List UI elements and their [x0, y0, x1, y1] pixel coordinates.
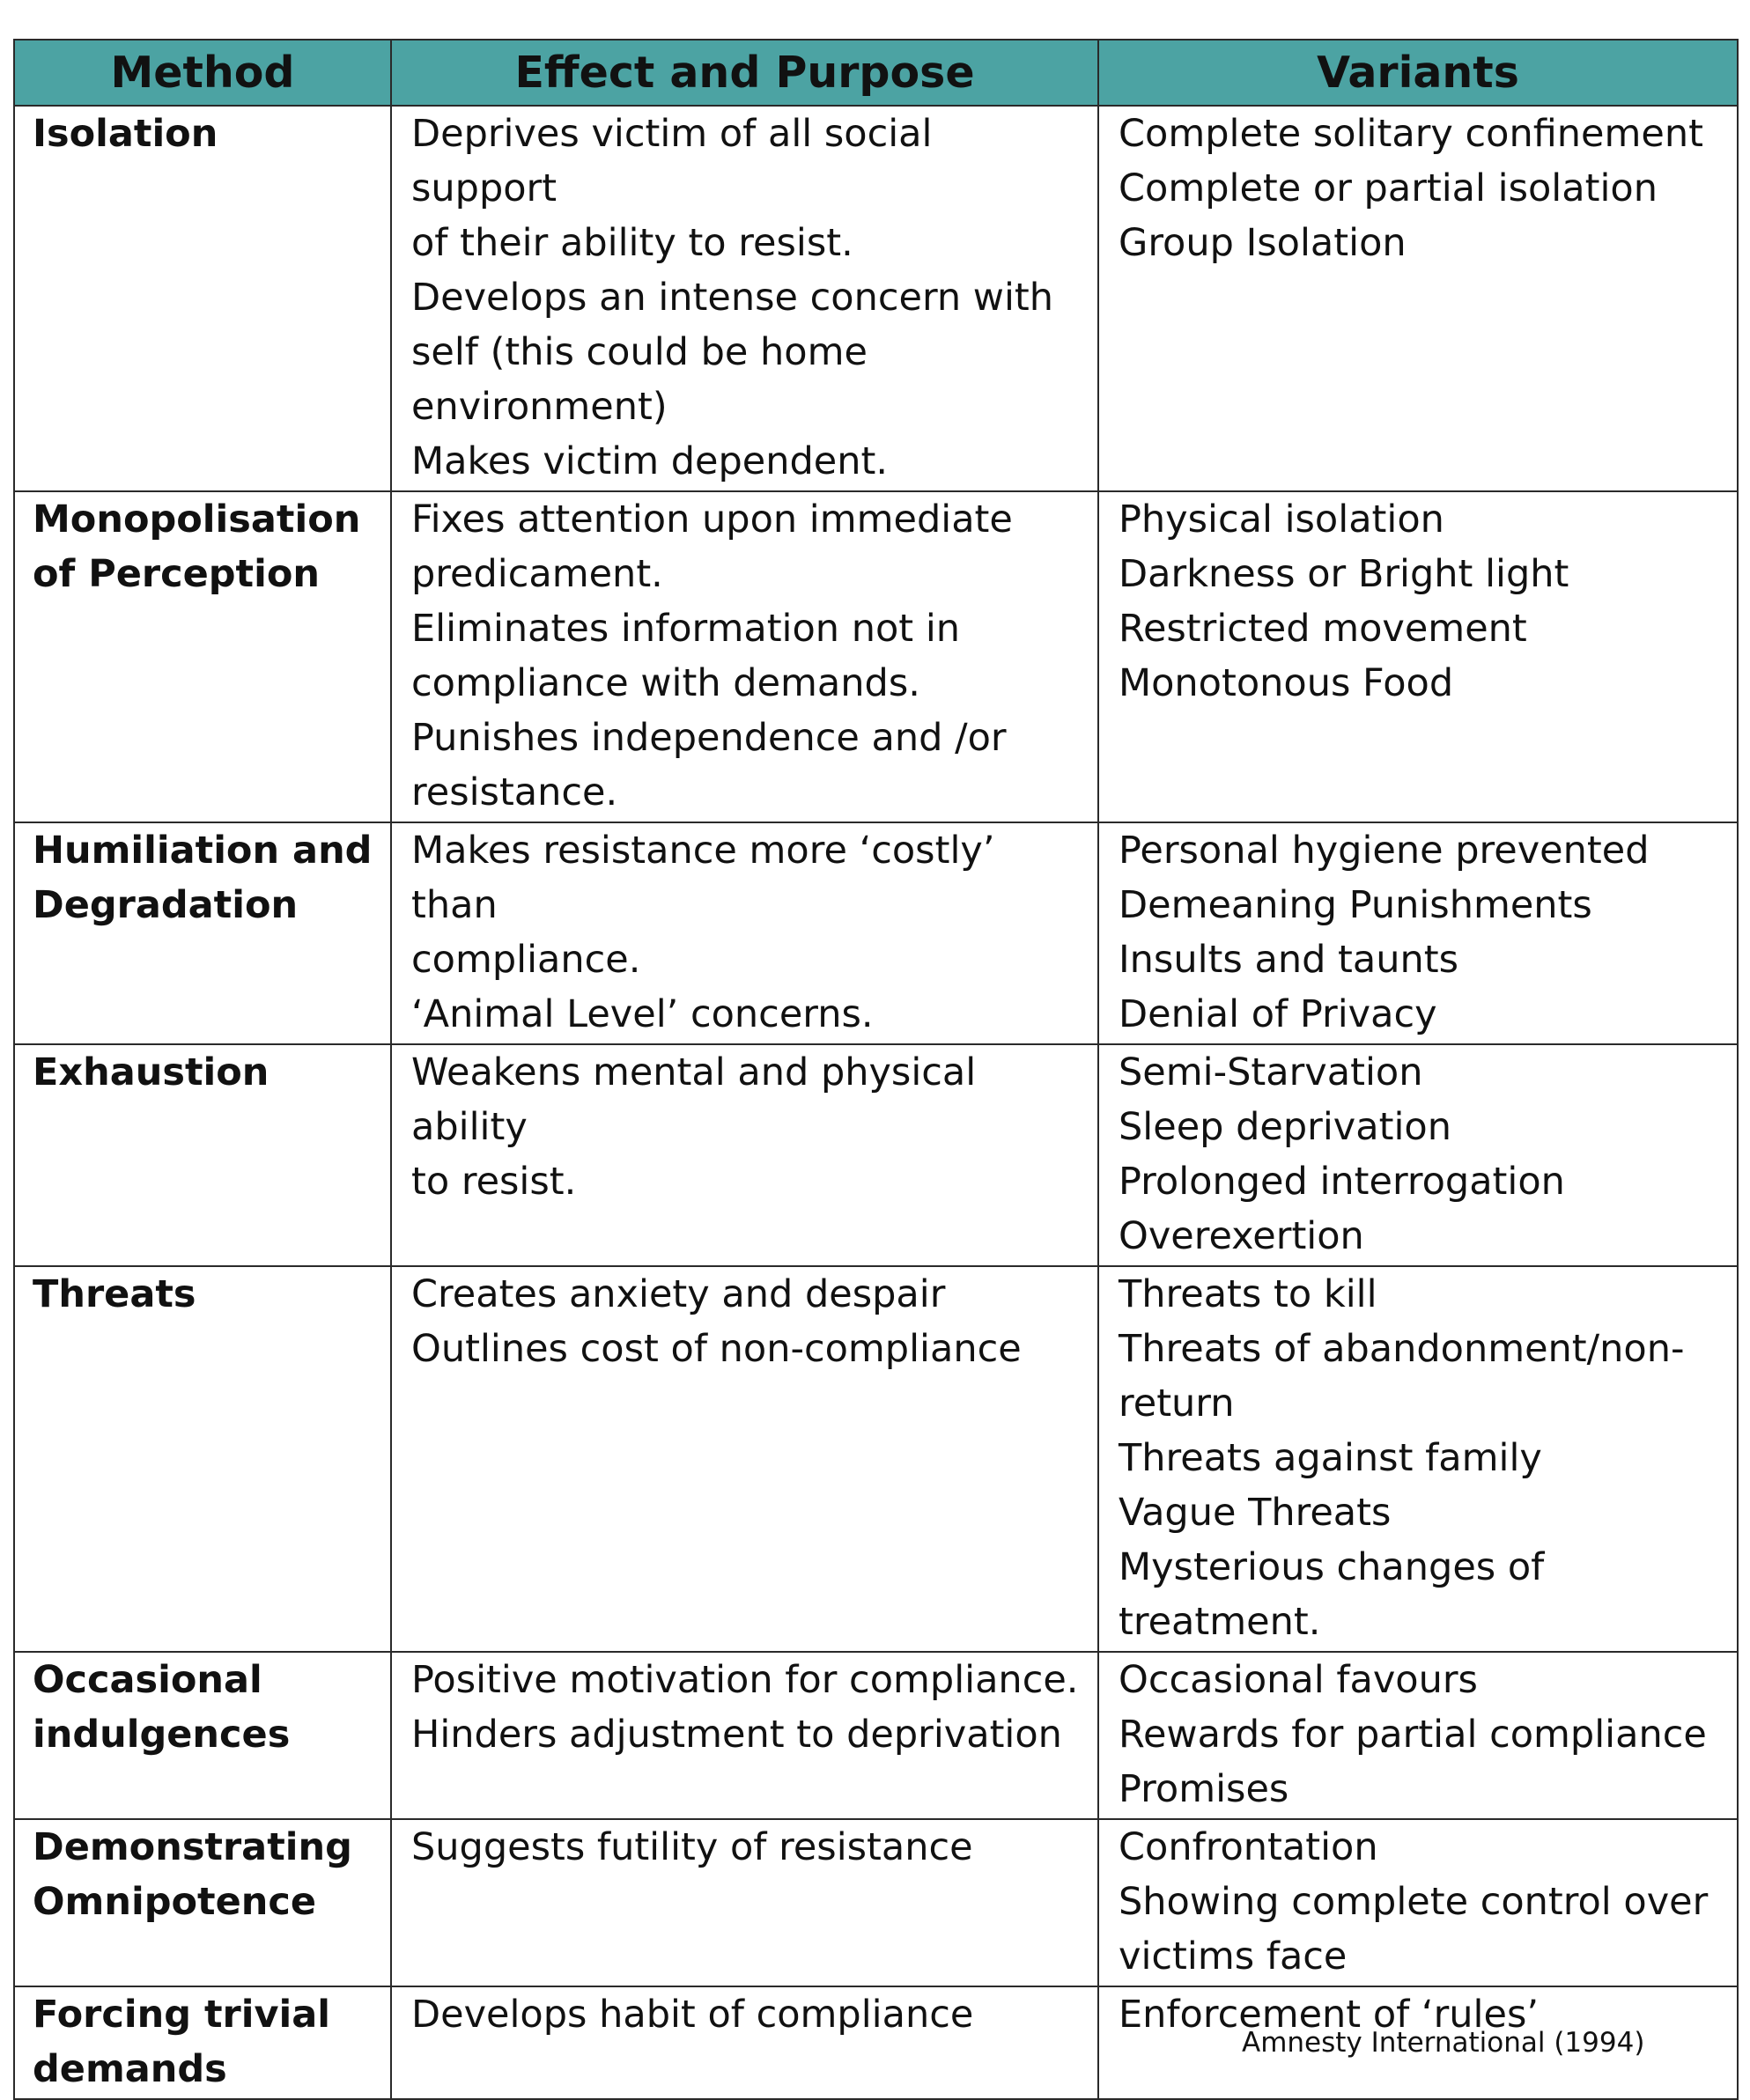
header-variants: Variants [1098, 40, 1738, 106]
table-row [14, 491, 1738, 822]
variants-line: Darkness or Bright light [1119, 552, 1569, 596]
variants-line: Prolonged interrogation [1119, 1160, 1565, 1204]
variants-cell [1098, 106, 1738, 491]
method-cell [14, 1652, 391, 1819]
effect-cell [391, 1986, 1098, 2099]
effect-line: environment) [411, 385, 668, 429]
table-row [14, 106, 1738, 491]
effect-cell [391, 1044, 1098, 1266]
effect-line: Eliminates information not in [411, 607, 961, 651]
effect-line: to resist. [411, 1160, 577, 1204]
effect-line: Hinders adjustment to deprivation [411, 1713, 1062, 1757]
variants-line: victims face [1119, 1934, 1348, 1978]
variants-cell [1098, 491, 1738, 822]
variants-line: Restricted movement [1119, 607, 1527, 651]
variants-line: Rewards for partial compliance [1119, 1713, 1707, 1757]
effect-line: ‘Animal Level’ concerns. [411, 992, 874, 1036]
effect-line: Develops an intense concern with [411, 276, 1054, 320]
variants-line: Group Isolation [1119, 221, 1407, 265]
table-row [14, 1652, 1738, 1819]
effect-line: Positive motivation for compliance. [411, 1658, 1079, 1702]
method-cell [14, 106, 391, 491]
method-cell [14, 1266, 391, 1652]
variants-line: Demeaning Punishments [1119, 883, 1592, 927]
variants-line: Enforcement of ‘rules’ [1119, 1993, 1540, 2037]
header-method: Method [14, 40, 391, 106]
effect-line: compliance. [411, 938, 641, 982]
method-line: Isolation [33, 112, 218, 156]
variants-cell [1098, 1266, 1738, 1652]
variants-line: Showing complete control over [1119, 1880, 1709, 1924]
method-cell [14, 822, 391, 1044]
variants-line: Confrontation [1119, 1825, 1378, 1869]
method-line: of Perception [33, 552, 320, 596]
variants-line: Personal hygiene prevented [1119, 829, 1650, 873]
variants-cell [1098, 1044, 1738, 1266]
method-cell [14, 1819, 391, 1986]
method-line: Occasional [33, 1658, 262, 1702]
method-cell [14, 1986, 391, 2099]
table-row [14, 1044, 1738, 1266]
method-line: Monopolisation [33, 497, 361, 542]
effect-line: Weakens mental and physical ability [411, 1050, 977, 1149]
effect-line: Makes victim dependent. [411, 439, 889, 483]
table-body [14, 106, 1738, 2099]
effect-cell [391, 1819, 1098, 1986]
method-line: indulgences [33, 1713, 291, 1757]
table-row [14, 1819, 1738, 1986]
variants-line: Physical isolation [1119, 497, 1444, 542]
effect-line: Creates anxiety and despair [411, 1272, 946, 1316]
method-cell [14, 491, 391, 822]
method-cell [14, 1044, 391, 1266]
variants-line: Sleep deprivation [1119, 1105, 1451, 1149]
effect-line: Outlines cost of non-compliance [411, 1327, 1022, 1371]
effect-line: compliance with demands. [411, 661, 920, 705]
method-line: Humiliation and [33, 829, 373, 873]
variants-line: Complete or partial isolation [1119, 166, 1658, 210]
method-line: demands [33, 2047, 227, 2091]
effect-cell [391, 491, 1098, 822]
variants-line: Monotonous Food [1119, 661, 1454, 705]
variants-line: Threats of abandonment/non- [1119, 1327, 1685, 1371]
source-citation: Amnesty International (1994) [1242, 2027, 1645, 2059]
variants-line: Overexertion [1119, 1214, 1364, 1258]
method-line: Degradation [33, 883, 299, 927]
methods-table [13, 39, 1739, 2100]
variants-line: return [1119, 1382, 1235, 1426]
effect-cell [391, 1266, 1098, 1652]
effect-line: resistance. [411, 770, 618, 814]
method-line: Forcing trivial [33, 1993, 330, 2037]
variants-line: Vague Threats [1119, 1491, 1392, 1535]
effect-line: of their ability to resist. [411, 221, 853, 265]
method-line: Threats [33, 1272, 196, 1316]
method-line: Demonstrating [33, 1825, 352, 1869]
effect-cell [391, 106, 1098, 491]
effect-line: predicament. [411, 552, 663, 596]
table-header-row [14, 40, 1738, 106]
variants-line: Complete solitary confinement [1119, 112, 1703, 156]
effect-line: Punishes independence and /or [411, 716, 1007, 760]
method-line: Omnipotence [33, 1880, 317, 1924]
variants-cell [1098, 1819, 1738, 1986]
effect-line: Develops habit of compliance [411, 1993, 974, 2037]
variants-line: Mysterious changes of [1119, 1545, 1545, 1589]
effect-line: Deprives victim of all social support [411, 112, 933, 210]
effect-cell [391, 1652, 1098, 1819]
variants-line: Threats to kill [1119, 1272, 1377, 1316]
variants-line: Insults and taunts [1119, 938, 1459, 982]
variants-cell [1098, 822, 1738, 1044]
variants-line: Threats against family [1119, 1436, 1542, 1480]
variants-line: Occasional favours [1119, 1658, 1478, 1702]
variants-line: Semi-Starvation [1119, 1050, 1423, 1094]
variants-line: Promises [1119, 1767, 1289, 1811]
header-effect-and-purpose: Effect and Purpose [391, 40, 1098, 106]
effect-line: self (this could be home [411, 330, 868, 374]
effect-cell [391, 822, 1098, 1044]
effect-line: Suggests futility of resistance [411, 1825, 973, 1869]
variants-line: treatment. [1119, 1600, 1321, 1644]
variants-line: Denial of Privacy [1119, 992, 1437, 1036]
method-line: Exhaustion [33, 1050, 270, 1094]
effect-line: Makes resistance more ‘costly’ than [411, 829, 995, 927]
effect-line: Fixes attention upon immediate [411, 497, 1013, 542]
table-row [14, 822, 1738, 1044]
variants-cell [1098, 1652, 1738, 1819]
table-row [14, 1266, 1738, 1652]
